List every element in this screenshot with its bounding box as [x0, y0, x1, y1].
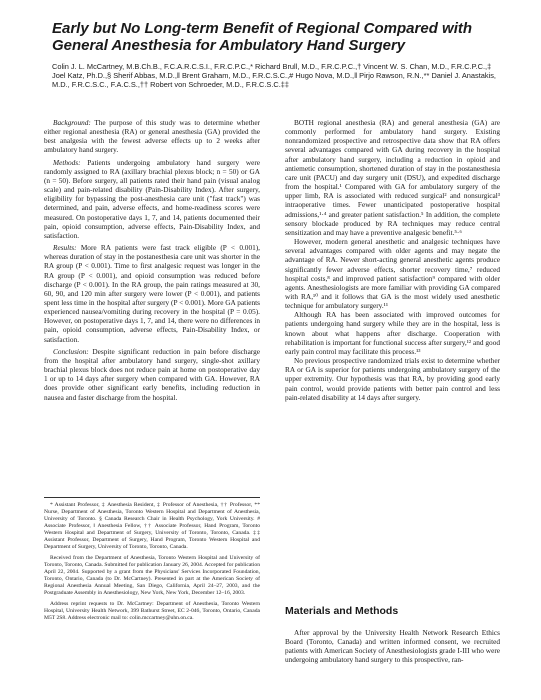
introduction — [285, 118, 500, 402]
abstract-background — [44, 118, 260, 155]
intro-paragraph: No previous prospective randomized trials exist to determine whether RA or GA is superior for patients undergoing ambulatory surgery of the upper extremity. Our hypothesis was that RA, by providing good early pain control, would provide patients with better pain control and less pain-related disability at 14 days after surgery. — [285, 356, 500, 402]
abstract-lead: Conclusion: — [53, 346, 89, 356]
footnotes — [44, 497, 260, 626]
author-list: Colin J. L. McCartney, M.B.Ch.B., F.C.A.R.C.S.I., F.R.C.P.C.,* Richard Brull, M.D., F.R.C.P.C.,† Vincent W. S. Chan, M.D., F.R.C.P.C.,‡ Joel Katz, Ph.D.,§ Sherif Abbas, M.D.,‖ Brent Graham, M.D., F.R.C.S.C.,# Hugo Nova, M.D.,‖ Pirjo Rawson, R.N.,** Daniel J. Anastakis, M.D., F.R.C.S.C., F.A.C.S.,†† Robert von Schroeder, M.D., F.R.C.S.C.‡‡ — [52, 62, 496, 89]
footnote-reprints: Address reprint requests to Dr. McCartney: Department of Anesthesia, Toronto Western Hospital, University Health Network, 399 Bathurst Street, EC 2-046, Toronto, Ontario, Canada M5T 2S8. Address electronic mail to: colin.mccartney@uhn.on.ca. — [44, 601, 260, 621]
footnote-affiliations: * Assistant Professor, ‡ Anesthesia Resident, ‡ Professor of Anesthesia, †† Professor, ** Nurse, Department of Anesthesia, Toronto Western Hospital and Department of Anesthesia, University of Toronto. § Canada Research Chair in Health Psychology, York University. # Associate Professor, ‖ Anesthesia Fellow, †† Associate Professor, Hand Program, Toronto Western Hospital and Department of Surgery, University of Toronto, Toronto, Canada. ‡‡ Assistant Professor, Department of Surgery, Hand Program, Toronto Western Hospital and Department of Surgery, University of Toronto, Toronto, Canada. — [44, 502, 260, 550]
abstract-methods — [44, 158, 260, 240]
abstract-lead: Background: — [53, 118, 91, 127]
abstract — [44, 118, 260, 405]
footnote-received: Received from the Department of Anesthesia, Toronto Western Hospital and University of Toronto, Toronto, Canada. Submitted for publication January 26, 2004. Accepted for publication April 22, 2004. Supported by a grant from the Physicians' Services Incorporated Foundation, Toronto, Ontario, Canada (to Dr. McCartney). Presented in part at the American Society of Regional Anesthesia Annual Meeting, San Diego, California, April 24–27, 2003, and the Postgraduate Assembly in Anesthesiology, New York, New York, December 12–16, 2003. — [44, 555, 260, 596]
methods-heading: Materials and Methods — [285, 605, 399, 617]
intro-paragraph: BOTH regional anesthesia (RA) and general anesthesia (GA) are commonly performed for ambulatory hand surgery. Existing nonrandomized prospective and retrospective data show that RA offers several advantages compared with GA during recovery in the hospital after ambulatory hand surgery, including a reduction in opioid and antiemetic consumption, shortened duration of stay in the postanesthesia care unit (PACU) and day surgery unit (DSU), and expedited discharge from the hospital.¹ Compared with GA for ambulatory surgery of the upper limb, RA is associated with reduced surgical² and nonsurgical³ intraoperative times. Fewer unanticipated postoperative hospital admissions,¹·⁴ and greater patient satisfaction.⁵ In addition, the complete sensory blockade produced by RA techniques may reduce central sensitization and may have a preventive analgesic benefit.⁵·⁶ — [285, 118, 500, 237]
methods-paragraph: After approval by the University Health Network Research Ethics Board (Toronto, Canada) and written informed consent, we recruited patients with American Society of Anesthesiologists grade I-III who were undergoing ambulatory hand surgery to this prospective, ran- — [285, 628, 500, 665]
abstract-text: Despite significant reduction in pain before discharge from the hospital after ambulatory hand surgery, single-shot axillary brachial plexus block does not reduce pain at home on postoperative day 1 or up to 14 days after surgery when compared with GA. However, RA does provide other significant early benefits, including reduction in nausea and faster discharge from the hospital. — [44, 346, 260, 402]
intro-paragraph: However, modern general anesthetic and analgesic techniques have several advantages compared with older agents and may negate the advantage of RA. Newer short-acting general anesthetic agents produce significantly fewer adverse effects, shorter recovery time,⁷ reduced hospital costs,⁸ and improved patient satisfaction⁹ compared with older agents. Anesthesiologists are more familiar with providing GA compared with RA,¹⁰ and it follows that GA is the most widely used anesthetic technique for ambulatory surgery.¹¹ — [285, 237, 500, 311]
paper-title: Early but No Long-term Benefit of Regional Compared with General Anesthesia for Ambulatory Hand Surgery — [52, 20, 473, 54]
intro-paragraph: Although RA has been associated with improved outcomes for patients undergoing hand surgery while they are in the hospital, less is known about what happens after discharge. Cooperation with rehabilitation is important for functional success after surgery,¹² and good early pain control may facilitate this process.¹³ — [285, 310, 500, 356]
abstract-lead: Methods: — [53, 157, 81, 167]
abstract-lead: Results: — [53, 243, 77, 253]
abstract-conclusion — [44, 347, 260, 402]
abstract-results — [44, 243, 260, 344]
abstract-text: The purpose of this study was to determine whether either regional anesthesia (RA) or general anesthesia (GA) provided the best analgesia with the fewest adverse effects up to 2 weeks after ambulatory hand surgery. — [44, 118, 260, 155]
abstract-text: More RA patients were fast track eligible (P < 0.001), whereas duration of stay in the postanesthesia care unit was shorter in the RA group (P < 0.001). Time to first analgesic request was longer in the RA group (P < 0.001), and opioid consumption was reduced before discharge (P < 0.001). In the RA group, the pain ratings measured at 30, 60, 90, and 120 min after surgery were lower (P < 0.001), and patients spent less time in the hospital after surgery (P < 0.001). More GA patients experienced nausea/vomiting during recovery in the hospital (P = 0.05). However, on postoperative days 1, 7, and 14, there were no differences in pain, opioid consumption, adverse effects, Pain-Disability Index, or satisfaction. — [44, 243, 260, 344]
abstract-text: Patients undergoing ambulatory hand surgery were randomly assigned to RA (axillary brachial plexus block; n = 50) or GA (n = 50). Before surgery, all patients rated their hand pain (visual analog scale) and pain-related disability (Pain-Disability Index). After surgery, eligibility for bypassing the post-anesthesia care unit ("fast track") was determined, and pain, adverse effects, and home-readiness scores were measured. On postoperative days 1, 7, and 14, patients documented their pain, opioid consumption, adverse effects, Pain-Disability Index, and satisfaction. — [44, 157, 260, 240]
